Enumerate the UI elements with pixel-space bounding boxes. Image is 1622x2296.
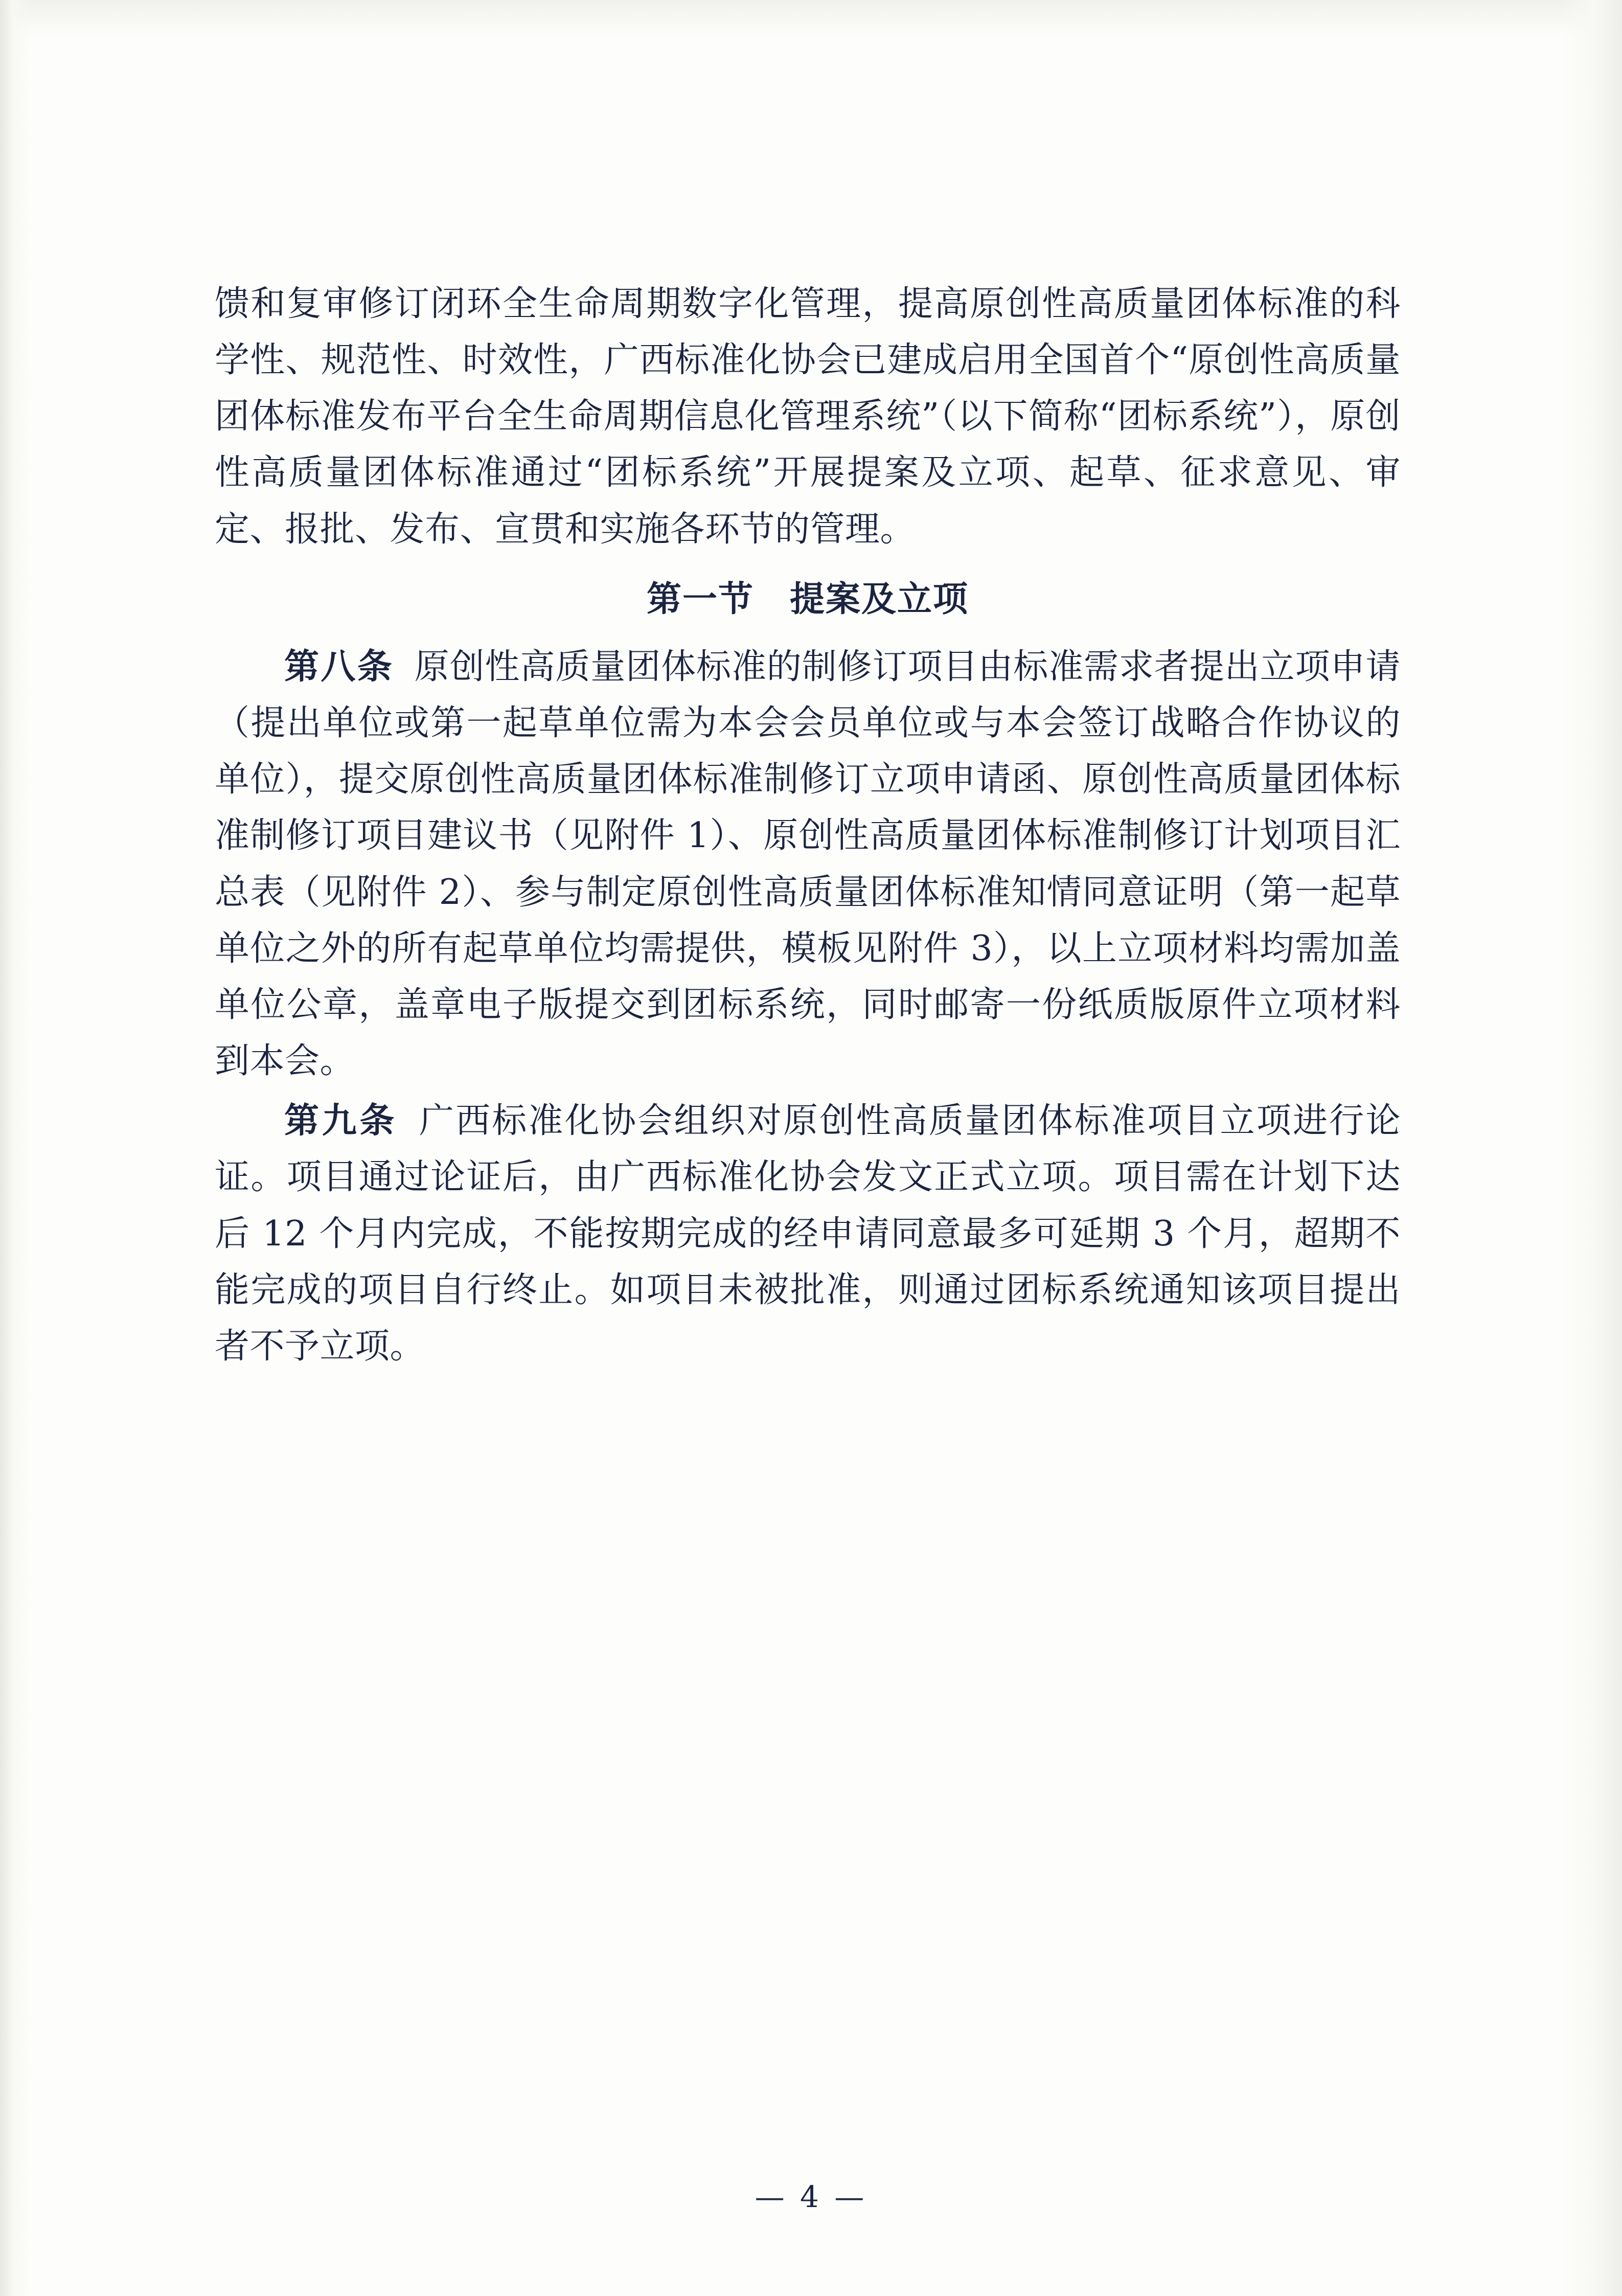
article-8-label: 第八条 xyxy=(284,646,394,687)
article-9 xyxy=(215,1093,1401,1375)
paragraph-continued: 馈和复审修订闭环全生命周期数字化管理，提高原创性高质量团体标准的科学性、规范性、时效性，广西标准化协会已建成启用全国首个“原创性高质量团体标准发布平台全生命周期信息化管理系统”（以下简称“团标系统”），原创性高质量团体标准通过“团标系统”开展提案及立项、起草、征求意见、审定、报批、发布、宣贯和实施各环节的管理。 xyxy=(215,284,1401,550)
article-9-label: 第九条 xyxy=(284,1100,398,1142)
scan-edge-top xyxy=(0,0,1622,36)
page-number: — 4 — xyxy=(755,2179,867,2214)
scan-edge-left xyxy=(0,0,31,2296)
article-8-text: 原创性高质量团体标准的制修订项目由标准需求者提出立项申请（提出单位或第一起草单位需为本会会员单位或与本会签订战略合作协议的单位），提交原创性高质量团体标准制修订立项申请函、原创性高质量团体标准制修订项目建议书（见附件 1）、原创性高质量团体标准制修订计划项目汇总表（见附件 2）、参与制定原创性高质量团体标准知情同意证明（第一起草单位之外的所有起草单位均需提供，模板见附件 3），以上立项材料均需加盖单位公章，盖章电子版提交到团标系统，同时邮寄一份纸质版原件立项材料到本会。 xyxy=(215,646,1401,1082)
article-8 xyxy=(215,639,1401,1089)
page-body xyxy=(215,276,1401,1378)
article-9-text: 广西标准化协会组织对原创性高质量团体标准项目立项进行论证。项目通过论证后，由广西标准化协会发文正式立项。项目需在计划下达后 12 个月内完成，不能按期完成的经申请同意最多可延期 3 个月，超期不能完成的项目自行终止。如项目未被批准，则通过团标系统通知该项目提出者不予立项。 xyxy=(215,1101,1401,1367)
scan-edge-right xyxy=(1561,0,1622,2296)
section-heading: 第一节 提案及立项 xyxy=(646,578,969,620)
